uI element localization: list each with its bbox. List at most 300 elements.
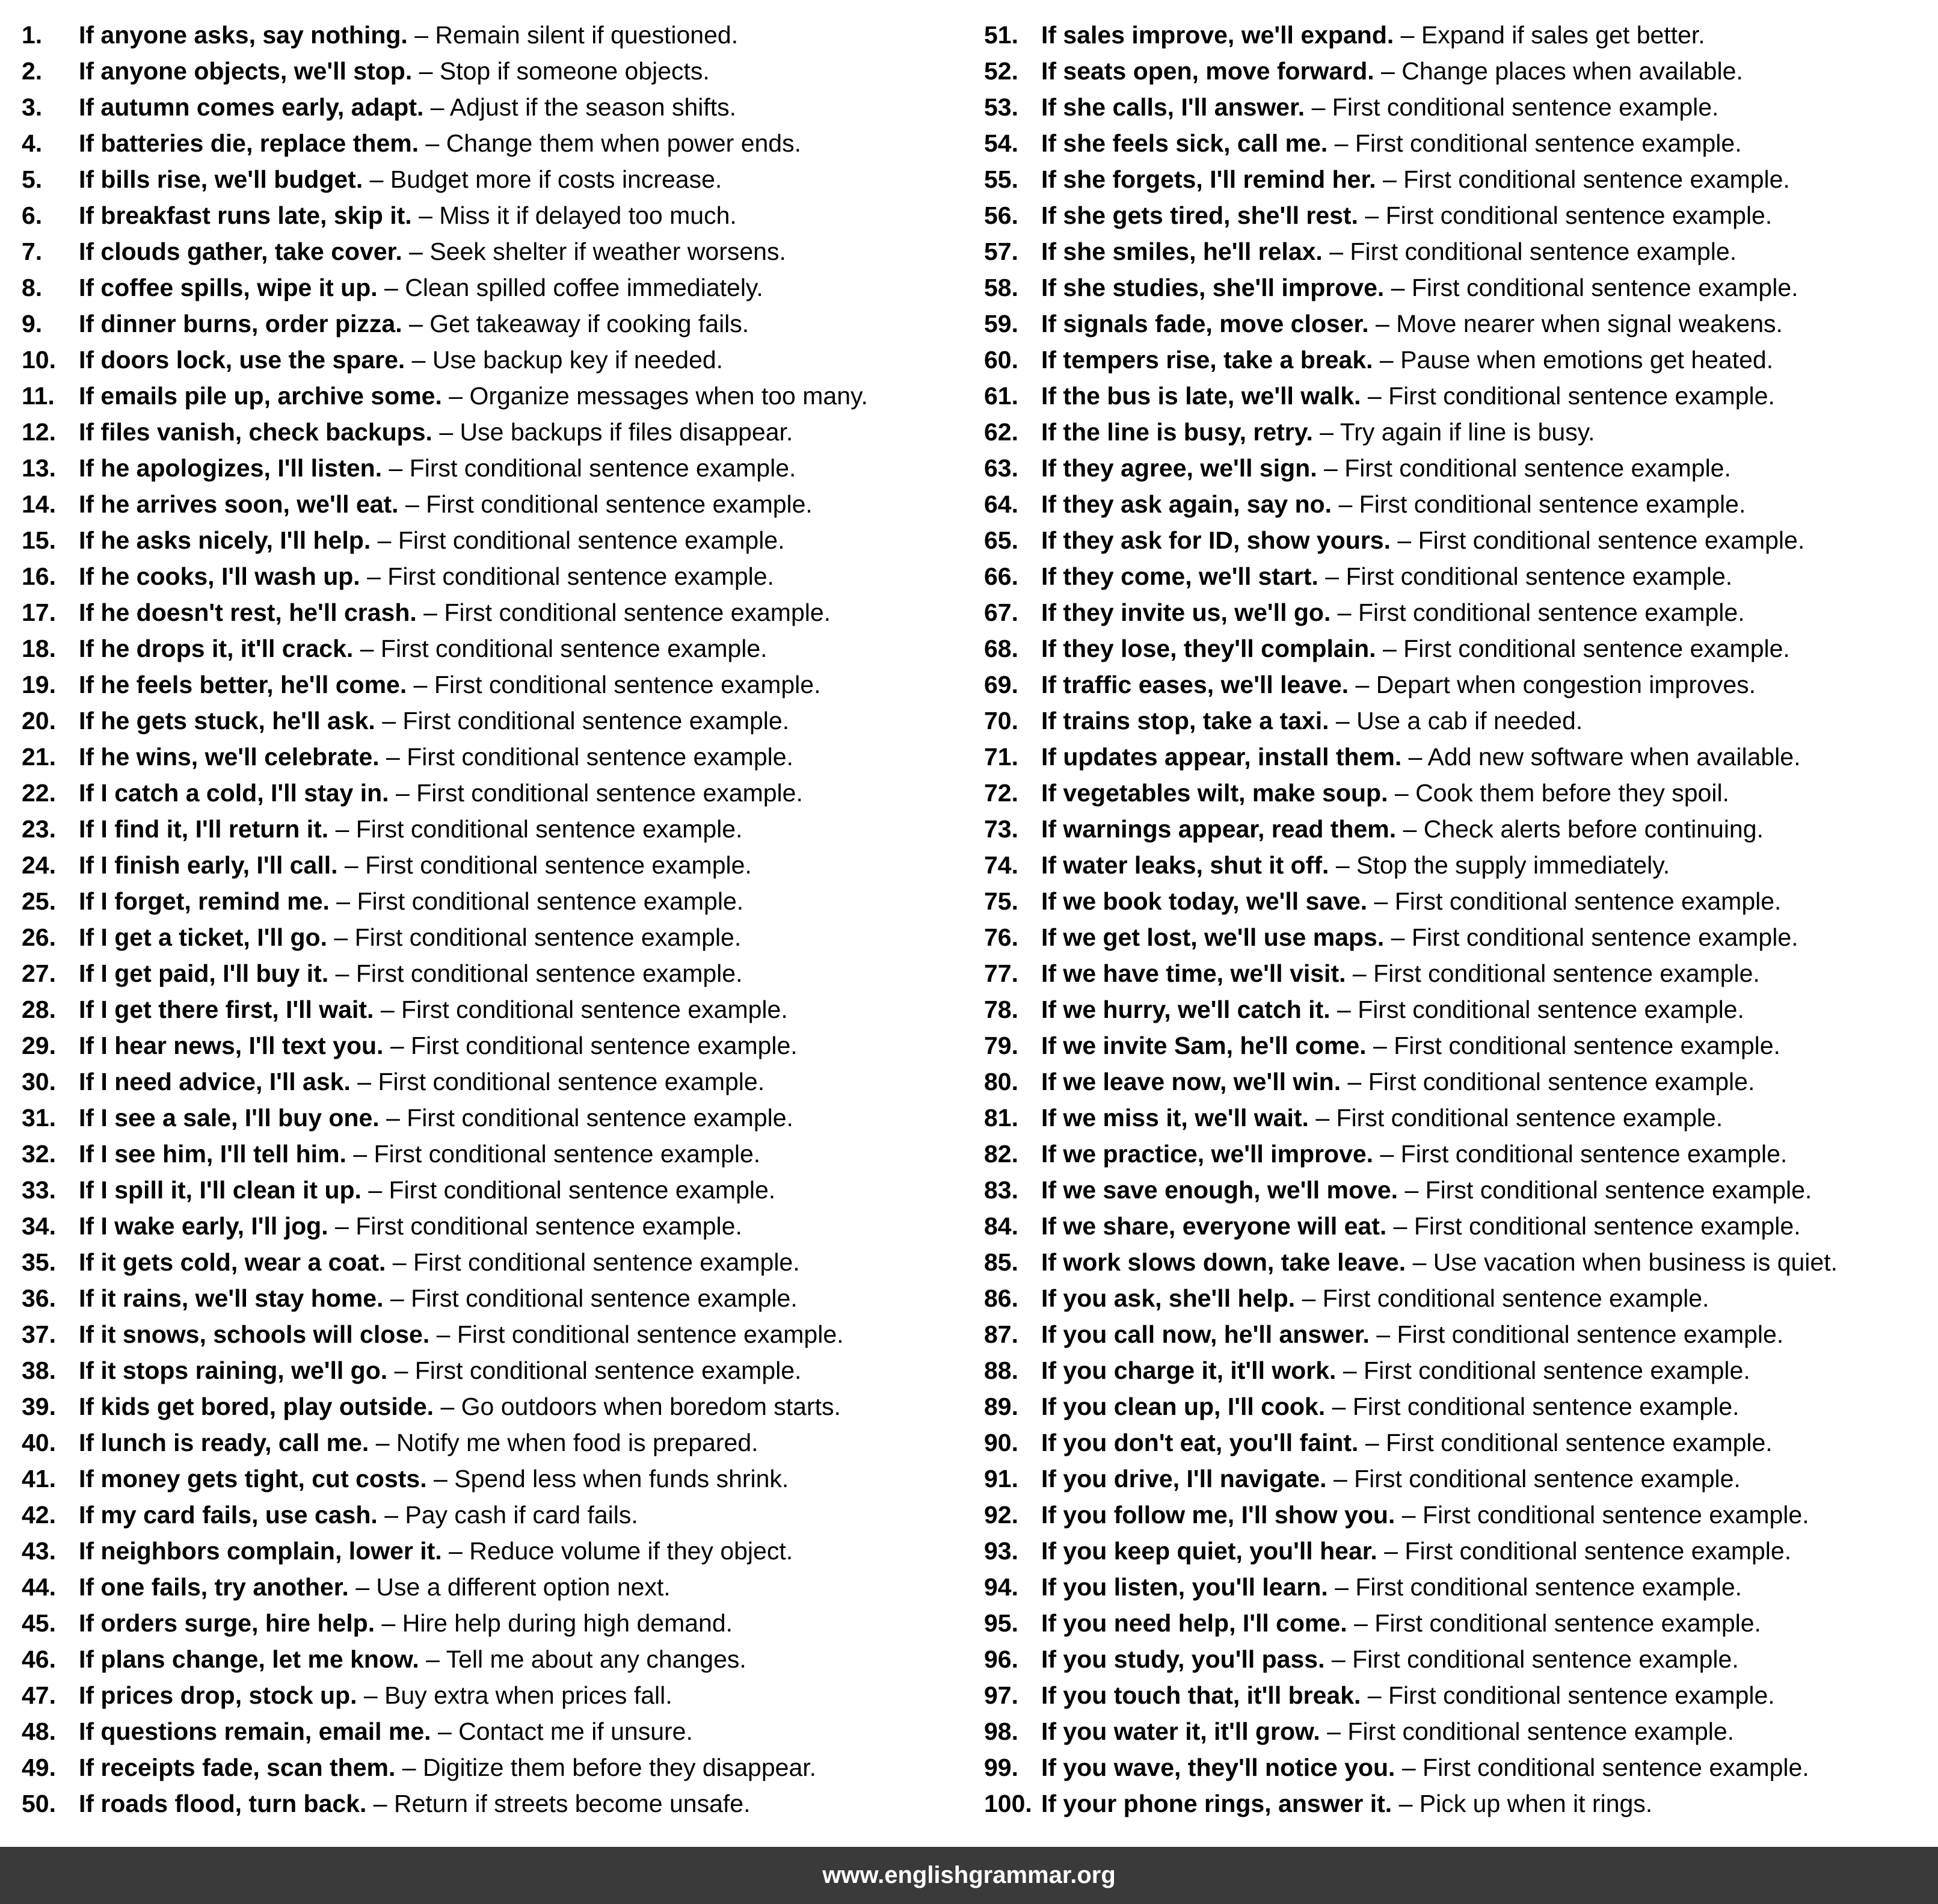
conditional-sentence: If lunch is ready, call me. bbox=[79, 1429, 369, 1456]
item-number: 65. bbox=[984, 526, 1018, 554]
conditional-sentence: If you keep quiet, you'll hear. bbox=[1041, 1537, 1377, 1565]
item-number: 52. bbox=[984, 57, 1018, 85]
list-item bbox=[984, 161, 1938, 197]
dash-separator: – bbox=[379, 743, 407, 771]
dash-separator: – bbox=[1358, 202, 1386, 229]
item-number: 24. bbox=[22, 851, 56, 879]
item-number: 10. bbox=[22, 346, 56, 374]
conditional-sentence: If we save enough, we'll move. bbox=[1041, 1176, 1398, 1204]
explanation: First conditional sentence example. bbox=[1355, 129, 1742, 157]
item-number: 72. bbox=[984, 779, 1018, 807]
item-number: 87. bbox=[984, 1320, 1018, 1348]
list-item bbox=[984, 125, 1938, 161]
explanation: Expand if sales get better. bbox=[1421, 21, 1705, 49]
list-item bbox=[984, 1316, 1938, 1352]
list-item bbox=[984, 811, 1938, 847]
dash-separator: – bbox=[402, 238, 430, 265]
explanation: First conditional sentence example. bbox=[444, 599, 831, 626]
item-number: 26. bbox=[22, 923, 56, 951]
item-number: 31. bbox=[22, 1104, 56, 1132]
list-item bbox=[984, 1569, 1938, 1605]
explanation: First conditional sentence example. bbox=[1344, 454, 1731, 482]
dash-separator: – bbox=[353, 635, 381, 662]
item-number: 85. bbox=[984, 1248, 1018, 1276]
list-item bbox=[22, 1172, 960, 1208]
list-item bbox=[22, 1388, 960, 1425]
explanation: First conditional sentence example. bbox=[365, 851, 752, 879]
conditional-sentence: If my card fails, use cash. bbox=[79, 1501, 378, 1529]
conditional-sentence: If it rains, we'll stay home. bbox=[79, 1284, 384, 1312]
dash-separator: – bbox=[366, 1790, 394, 1817]
dash-separator: – bbox=[1395, 1501, 1423, 1529]
list-item bbox=[22, 1461, 960, 1497]
dash-separator: – bbox=[1376, 635, 1404, 662]
item-number: 68. bbox=[984, 635, 1018, 662]
list-item bbox=[984, 486, 1938, 522]
explanation: First conditional sentence example. bbox=[413, 1248, 800, 1276]
item-number: 11. bbox=[22, 382, 55, 410]
explanation: First conditional sentence example. bbox=[1374, 1609, 1761, 1637]
dash-separator: – bbox=[429, 1320, 457, 1348]
conditional-sentence: If she gets tired, she'll rest. bbox=[1041, 202, 1358, 229]
explanation: First conditional sentence example. bbox=[1411, 274, 1798, 301]
item-number: 95. bbox=[984, 1609, 1018, 1637]
conditional-sentence: If I spill it, I'll clean it up. bbox=[79, 1176, 361, 1204]
item-number: 37. bbox=[22, 1320, 56, 1348]
dash-separator: – bbox=[426, 1465, 455, 1493]
explanation: Try again if line is busy. bbox=[1340, 418, 1595, 446]
item-number: 86. bbox=[984, 1284, 1018, 1312]
conditional-sentence: If doors lock, use the spare. bbox=[79, 346, 405, 374]
dash-separator: – bbox=[416, 599, 445, 626]
explanation: First conditional sentence example. bbox=[1346, 562, 1733, 590]
explanation: First conditional sentence example. bbox=[1403, 165, 1790, 193]
dash-separator: – bbox=[1320, 1718, 1348, 1745]
dash-separator: – bbox=[1308, 1104, 1337, 1132]
item-number: 89. bbox=[984, 1393, 1018, 1420]
dash-separator: – bbox=[389, 779, 417, 807]
explanation: Tell me about any changes. bbox=[446, 1645, 746, 1673]
explanation: Seek shelter if weather worsens. bbox=[429, 238, 786, 265]
dash-separator: – bbox=[1325, 1393, 1353, 1420]
conditional-sentence: If you need help, I'll come. bbox=[1041, 1609, 1347, 1637]
explanation: First conditional sentence example. bbox=[1397, 1320, 1784, 1348]
item-number: 58. bbox=[984, 274, 1018, 301]
list-item bbox=[984, 955, 1938, 991]
list-item bbox=[22, 161, 960, 197]
conditional-sentence: If they lose, they'll complain. bbox=[1041, 635, 1376, 662]
conditional-sentence: If receipts fade, scan them. bbox=[79, 1754, 396, 1781]
conditional-sentence: If you study, you'll pass. bbox=[1041, 1645, 1325, 1673]
item-number: 77. bbox=[984, 960, 1018, 987]
explanation: First conditional sentence example. bbox=[355, 815, 743, 843]
conditional-sentence: If it gets cold, wear a coat. bbox=[79, 1248, 386, 1276]
explanation: Spend less when funds shrink. bbox=[454, 1465, 789, 1493]
dash-separator: – bbox=[431, 1718, 459, 1745]
dash-separator: – bbox=[337, 851, 366, 879]
item-number: 34. bbox=[22, 1212, 56, 1240]
conditional-sentence: If you touch that, it'll break. bbox=[1041, 1681, 1361, 1709]
conditional-sentence: If they ask again, say no. bbox=[1041, 490, 1332, 518]
dash-separator: – bbox=[327, 923, 355, 951]
dash-separator: – bbox=[377, 274, 405, 301]
item-number: 42. bbox=[22, 1501, 56, 1529]
conditional-sentence: If breakfast runs late, skip it. bbox=[79, 202, 412, 229]
explanation: Hire help during high demand. bbox=[402, 1609, 733, 1637]
explanation: First conditional sentence example. bbox=[357, 887, 744, 915]
explanation: Cook them before they spoil. bbox=[1415, 779, 1729, 807]
dash-separator: – bbox=[386, 1248, 413, 1276]
conditional-sentence: If it snows, schools will close. bbox=[79, 1320, 430, 1348]
dash-separator: – bbox=[1341, 1068, 1368, 1095]
list-item bbox=[984, 1064, 1938, 1100]
explanation: Use a cab if needed. bbox=[1356, 707, 1583, 735]
item-number: 36. bbox=[22, 1284, 56, 1312]
explanation: First conditional sentence example. bbox=[434, 671, 821, 698]
conditional-sentence: If we leave now, we'll win. bbox=[1041, 1068, 1341, 1095]
explanation: Budget more if costs increase. bbox=[390, 165, 722, 193]
conditional-sentence: If you drive, I'll navigate. bbox=[1041, 1465, 1327, 1493]
item-number: 60. bbox=[984, 346, 1018, 374]
conditional-sentence: If I forget, remind me. bbox=[79, 887, 330, 915]
item-number: 66. bbox=[984, 562, 1018, 590]
dash-separator: – bbox=[1390, 526, 1418, 554]
item-number: 15. bbox=[22, 526, 56, 554]
explanation: First conditional sentence example. bbox=[457, 1320, 844, 1348]
explanation: First conditional sentence example. bbox=[1359, 490, 1746, 518]
list-item bbox=[22, 667, 960, 703]
dash-separator: – bbox=[1406, 1248, 1433, 1276]
dash-separator: – bbox=[1384, 274, 1412, 301]
explanation: First conditional sentence example. bbox=[1347, 1718, 1735, 1745]
conditional-sentence: If he gets stuck, he'll ask. bbox=[79, 707, 375, 735]
list-item bbox=[22, 414, 960, 450]
conditional-sentence: If I see a sale, I'll buy one. bbox=[79, 1104, 380, 1132]
list-item bbox=[22, 1100, 960, 1136]
list-item bbox=[984, 17, 1938, 53]
conditional-sentence: If plans change, let me know. bbox=[79, 1645, 419, 1673]
list-item bbox=[22, 558, 960, 594]
list-item bbox=[984, 1136, 1938, 1172]
dash-separator: – bbox=[328, 960, 356, 987]
list-item bbox=[984, 306, 1938, 342]
item-number: 7. bbox=[22, 238, 43, 265]
dash-separator: – bbox=[432, 418, 460, 446]
explanation: First conditional sentence example. bbox=[380, 635, 768, 662]
item-number: 43. bbox=[22, 1537, 56, 1565]
explanation: Add new software when available. bbox=[1427, 743, 1801, 771]
explanation: Go outdoors when boredom starts. bbox=[461, 1393, 841, 1420]
conditional-sentence: If orders surge, hire help. bbox=[79, 1609, 375, 1637]
dash-separator: – bbox=[1346, 960, 1374, 987]
list-item bbox=[22, 811, 960, 847]
explanation: First conditional sentence example. bbox=[1358, 996, 1744, 1023]
list-item bbox=[22, 847, 960, 883]
dash-separator: – bbox=[1326, 1465, 1355, 1493]
conditional-sentence: If I need advice, I'll ask. bbox=[79, 1068, 351, 1095]
dash-separator: – bbox=[398, 490, 426, 518]
list-item bbox=[22, 739, 960, 775]
list-item bbox=[22, 1569, 960, 1605]
explanation: First conditional sentence example. bbox=[411, 1032, 798, 1059]
item-number: 35. bbox=[22, 1248, 56, 1276]
explanation: First conditional sentence example. bbox=[426, 490, 813, 518]
conditional-sentence: If we get lost, we'll use maps. bbox=[1041, 923, 1385, 951]
explanation: First conditional sentence example. bbox=[1332, 93, 1719, 121]
item-number: 78. bbox=[984, 996, 1018, 1023]
list-item bbox=[984, 1208, 1938, 1244]
dash-separator: – bbox=[1329, 851, 1357, 879]
dash-separator: – bbox=[419, 129, 446, 157]
explanation: First conditional sentence example. bbox=[389, 1176, 776, 1204]
conditional-sentence: If you water it, it'll grow. bbox=[1041, 1718, 1320, 1745]
dash-separator: – bbox=[1295, 1284, 1323, 1312]
dash-separator: – bbox=[382, 454, 410, 482]
explanation: First conditional sentence example. bbox=[1414, 1212, 1801, 1240]
dash-separator: – bbox=[375, 1609, 402, 1637]
conditional-sentence: If bills rise, we'll budget. bbox=[79, 165, 363, 193]
conditional-sentence: If I see him, I'll tell him. bbox=[79, 1140, 346, 1168]
item-number: 76. bbox=[984, 923, 1018, 951]
explanation: First conditional sentence example. bbox=[1385, 202, 1773, 229]
conditional-sentence: If we share, everyone will eat. bbox=[1041, 1212, 1387, 1240]
explanation: First conditional sentence example. bbox=[1350, 238, 1737, 265]
list-item bbox=[984, 197, 1938, 233]
list-item bbox=[984, 1641, 1938, 1677]
conditional-sentence: If you charge it, it'll work. bbox=[1041, 1357, 1337, 1384]
explanation: Buy extra when prices fall. bbox=[384, 1681, 672, 1709]
list-item bbox=[22, 125, 960, 161]
item-number: 14. bbox=[22, 490, 56, 518]
item-number: 64. bbox=[984, 490, 1018, 518]
footer-url[interactable]: www.englishgrammar.org bbox=[822, 1862, 1116, 1888]
dash-separator: – bbox=[328, 815, 356, 843]
item-number: 88. bbox=[984, 1357, 1018, 1384]
list-item bbox=[22, 991, 960, 1027]
dash-separator: – bbox=[346, 1140, 374, 1168]
list-item bbox=[984, 1713, 1938, 1749]
footer-banner bbox=[0, 1847, 1938, 1904]
conditional-sentence: If I find it, I'll return it. bbox=[79, 815, 329, 843]
conditional-sentence: If we book today, we'll save. bbox=[1041, 887, 1368, 915]
conditional-sentence: If you wave, they'll notice you. bbox=[1041, 1754, 1395, 1781]
explanation: Remain silent if questioned. bbox=[435, 21, 739, 49]
explanation: First conditional sentence example. bbox=[401, 996, 788, 1023]
item-number: 48. bbox=[22, 1718, 56, 1745]
item-number: 71. bbox=[984, 743, 1018, 771]
left-column bbox=[22, 17, 960, 1822]
item-number: 30. bbox=[22, 1068, 56, 1095]
item-number: 73. bbox=[984, 815, 1018, 843]
item-number: 19. bbox=[22, 671, 56, 698]
dash-separator: – bbox=[379, 1104, 407, 1132]
item-number: 83. bbox=[984, 1176, 1018, 1204]
conditional-sentence: If they come, we'll start. bbox=[1041, 562, 1318, 590]
item-number: 39. bbox=[22, 1393, 56, 1420]
dash-separator: – bbox=[1368, 310, 1397, 337]
item-number: 51. bbox=[984, 21, 1018, 49]
item-number: 13. bbox=[22, 454, 56, 482]
conditional-sentence: If he asks nicely, I'll help. bbox=[79, 526, 371, 554]
item-number: 100. bbox=[984, 1790, 1032, 1817]
conditional-sentence: If sales improve, we'll expand. bbox=[1041, 21, 1394, 49]
explanation: Adjust if the season shifts. bbox=[449, 93, 737, 121]
dash-separator: – bbox=[1384, 923, 1412, 951]
conditional-sentence: If you clean up, I'll cook. bbox=[1041, 1393, 1326, 1420]
dash-separator: – bbox=[375, 707, 403, 735]
explanation: Use backup key if needed. bbox=[432, 346, 724, 374]
explanation: Stop if someone objects. bbox=[439, 57, 710, 85]
explanation: First conditional sentence example. bbox=[407, 743, 793, 771]
conditional-sentence: If she smiles, he'll relax. bbox=[1041, 238, 1323, 265]
dash-separator: – bbox=[441, 382, 470, 410]
list-item bbox=[22, 522, 960, 558]
item-number: 97. bbox=[984, 1681, 1018, 1709]
explanation: Pause when emotions get heated. bbox=[1400, 346, 1774, 374]
list-item bbox=[22, 1497, 960, 1533]
explanation: Use vacation when business is quiet. bbox=[1433, 1248, 1838, 1276]
explanation: First conditional sentence example. bbox=[374, 1140, 761, 1168]
explanation: Use a different option next. bbox=[376, 1573, 671, 1601]
explanation: First conditional sentence example. bbox=[1422, 1501, 1809, 1529]
dash-separator: – bbox=[1376, 165, 1404, 193]
conditional-sentence: If batteries die, replace them. bbox=[79, 129, 419, 157]
list-item bbox=[984, 1497, 1938, 1533]
conditional-sentence: If she forgets, I'll remind her. bbox=[1041, 165, 1376, 193]
dash-separator: – bbox=[411, 202, 440, 229]
list-item bbox=[984, 270, 1938, 306]
conditional-sentence: If she studies, she'll improve. bbox=[1041, 274, 1385, 301]
explanation: First conditional sentence example. bbox=[1355, 1573, 1743, 1601]
dash-separator: – bbox=[1369, 1320, 1397, 1348]
explanation: Change places when available. bbox=[1401, 57, 1743, 85]
item-number: 59. bbox=[984, 310, 1018, 337]
dash-separator: – bbox=[383, 1032, 411, 1059]
list-item bbox=[22, 1533, 960, 1569]
dash-separator: – bbox=[1392, 1790, 1420, 1817]
list-item bbox=[984, 522, 1938, 558]
item-number: 6. bbox=[22, 202, 43, 229]
item-number: 5. bbox=[22, 165, 43, 193]
right-column bbox=[984, 17, 1938, 1822]
item-number: 67. bbox=[984, 599, 1018, 626]
dash-separator: – bbox=[377, 1501, 405, 1529]
list-item bbox=[984, 739, 1938, 775]
list-item bbox=[22, 1244, 960, 1280]
dash-separator: – bbox=[434, 1393, 461, 1420]
dash-separator: – bbox=[1374, 57, 1402, 85]
explanation: First conditional sentence example. bbox=[1322, 1284, 1709, 1312]
list-item bbox=[22, 378, 960, 414]
dash-separator: – bbox=[1398, 1176, 1426, 1204]
conditional-sentence: If work slows down, take leave. bbox=[1041, 1248, 1406, 1276]
dash-separator: – bbox=[348, 1573, 377, 1601]
explanation: First conditional sentence example. bbox=[1418, 526, 1805, 554]
dash-separator: – bbox=[1373, 346, 1401, 374]
item-number: 22. bbox=[22, 779, 56, 807]
item-number: 38. bbox=[22, 1357, 56, 1384]
explanation: Change them when power ends. bbox=[446, 129, 802, 157]
item-number: 8. bbox=[22, 274, 43, 301]
list-item bbox=[22, 1713, 960, 1749]
dash-separator: – bbox=[441, 1537, 470, 1565]
list-item bbox=[984, 703, 1938, 739]
conditional-sentence: If files vanish, check backups. bbox=[79, 418, 432, 446]
list-item bbox=[984, 1785, 1938, 1822]
item-number: 92. bbox=[984, 1501, 1018, 1529]
explanation: First conditional sentence example. bbox=[1354, 1465, 1741, 1493]
conditional-sentence: If we invite Sam, he'll come. bbox=[1041, 1032, 1367, 1059]
list-item bbox=[22, 1425, 960, 1461]
item-number: 45. bbox=[22, 1609, 56, 1637]
item-number: 62. bbox=[984, 418, 1018, 446]
list-item bbox=[22, 955, 960, 991]
list-item bbox=[22, 1785, 960, 1822]
list-item bbox=[22, 53, 960, 89]
conditional-sentence: If they invite us, we'll go. bbox=[1041, 599, 1331, 626]
conditional-sentence: If roads flood, turn back. bbox=[79, 1790, 367, 1817]
explanation: First conditional sentence example. bbox=[1403, 635, 1790, 662]
item-number: 46. bbox=[22, 1645, 56, 1673]
conditional-sentence: If traffic eases, we'll leave. bbox=[1041, 671, 1349, 698]
item-number: 29. bbox=[22, 1032, 56, 1059]
conditional-sentence: If anyone objects, we'll stop. bbox=[79, 57, 413, 85]
item-number: 90. bbox=[984, 1429, 1018, 1456]
list-item bbox=[984, 342, 1938, 378]
explanation: First conditional sentence example. bbox=[1394, 887, 1782, 915]
list-item bbox=[22, 89, 960, 125]
dash-separator: – bbox=[1330, 996, 1358, 1023]
item-number: 61. bbox=[984, 382, 1018, 410]
explanation: Get takeaway if cooking fails. bbox=[429, 310, 749, 337]
explanation: Contact me if unsure. bbox=[458, 1718, 693, 1745]
conditional-sentence: If water leaks, shut it off. bbox=[1041, 851, 1329, 879]
explanation: Use backups if files disappear. bbox=[460, 418, 793, 446]
conditional-sentence: If money gets tight, cut costs. bbox=[79, 1465, 427, 1493]
conditional-sentence: If autumn comes early, adapt. bbox=[79, 93, 424, 121]
dash-separator: – bbox=[1327, 1573, 1356, 1601]
explanation: First conditional sentence example. bbox=[1423, 1754, 1809, 1781]
dash-separator: – bbox=[423, 93, 450, 121]
list-item bbox=[984, 847, 1938, 883]
list-item bbox=[22, 594, 960, 630]
list-item bbox=[984, 450, 1938, 486]
dash-separator: – bbox=[1312, 418, 1340, 446]
explanation: Stop the supply immediately. bbox=[1356, 851, 1670, 879]
list-item bbox=[984, 883, 1938, 919]
conditional-sentence: If one fails, try another. bbox=[79, 1573, 349, 1601]
dash-separator: – bbox=[1366, 1032, 1394, 1059]
dash-separator: – bbox=[328, 1212, 356, 1240]
explanation: First conditional sentence example. bbox=[1411, 923, 1798, 951]
list-item bbox=[22, 1749, 960, 1785]
conditional-sentence: If vegetables wilt, make soup. bbox=[1041, 779, 1388, 807]
dash-separator: – bbox=[1322, 238, 1350, 265]
conditional-sentence: If I wake early, I'll jog. bbox=[79, 1212, 328, 1240]
dash-separator: – bbox=[1401, 743, 1428, 771]
list-item bbox=[984, 1280, 1938, 1316]
dash-separator: – bbox=[1327, 129, 1355, 157]
explanation: Depart when congestion improves. bbox=[1376, 671, 1756, 698]
dash-separator: – bbox=[1324, 1645, 1353, 1673]
conditional-sentence: If it stops raining, we'll go. bbox=[79, 1357, 388, 1384]
list-item bbox=[22, 1316, 960, 1352]
explanation: Check alerts before continuing. bbox=[1423, 815, 1764, 843]
conditional-sentence: If he doesn't rest, he'll crash. bbox=[79, 599, 417, 626]
item-number: 2. bbox=[22, 57, 43, 85]
conditional-sentence: If we hurry, we'll catch it. bbox=[1041, 996, 1330, 1023]
conditional-sentence: If you listen, you'll learn. bbox=[1041, 1573, 1328, 1601]
